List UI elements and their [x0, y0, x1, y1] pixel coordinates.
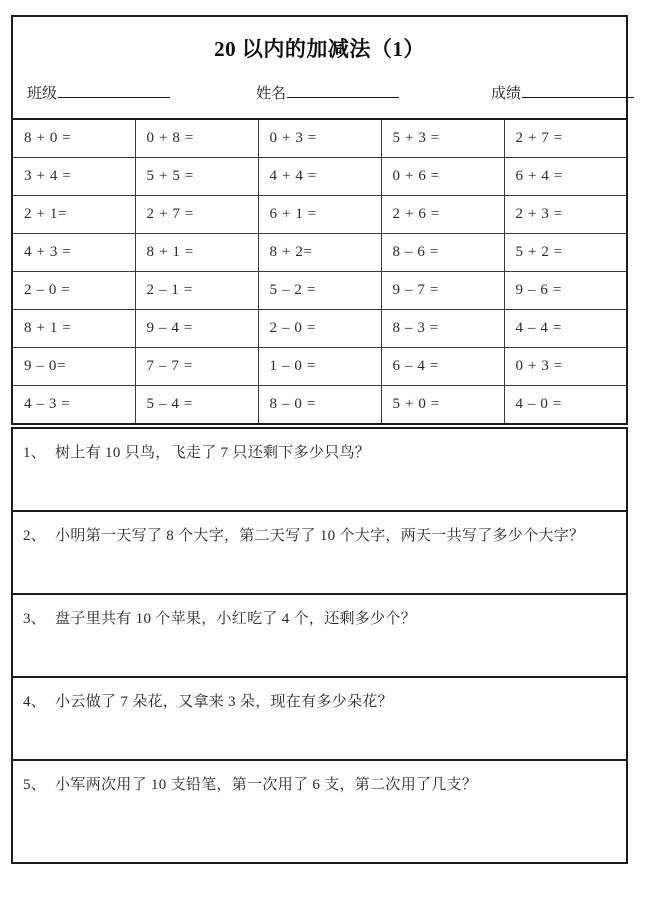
table-row — [12, 348, 627, 386]
exercise-cell[interactable]: 4 – 0 = — [504, 386, 627, 425]
exercise-cell[interactable]: 8 + 0 = — [12, 119, 135, 158]
table-row — [12, 158, 627, 196]
exercise-cell[interactable]: 0 + 3 = — [504, 348, 627, 386]
exercise-cell[interactable]: 4 – 4 = — [504, 310, 627, 348]
word-problem-text — [13, 761, 626, 797]
word-problem-box[interactable] — [11, 510, 628, 595]
score-field — [491, 82, 634, 103]
exercise-cell[interactable]: 8 + 1 = — [12, 310, 135, 348]
table-row — [12, 310, 627, 348]
exercise-cell[interactable]: 0 + 6 = — [381, 158, 504, 196]
exercise-cell[interactable]: 5 – 2 = — [258, 272, 381, 310]
exercise-cell[interactable]: 4 – 3 = — [12, 386, 135, 425]
word-problem-number: 3、 — [23, 611, 47, 627]
table-row — [12, 119, 627, 158]
exercise-cell[interactable]: 8 – 3 = — [381, 310, 504, 348]
exercise-cell[interactable]: 0 + 8 = — [135, 119, 258, 158]
exercise-cell[interactable]: 5 + 0 = — [381, 386, 504, 425]
exercise-cell[interactable]: 2 + 7 = — [504, 119, 627, 158]
word-problem-body: 小云做了 7 朵花，又拿来 3 朵，现在有多少朵花？ — [55, 694, 393, 710]
exercise-cell[interactable]: 8 – 0 = — [258, 386, 381, 425]
word-problem-body: 小军两次用了 10 支铅笔，第一次用了 6 支，第二次用了几支？ — [55, 777, 478, 793]
exercise-cell[interactable]: 9 – 4 = — [135, 310, 258, 348]
class-field-blank[interactable] — [58, 83, 170, 98]
exercise-cell[interactable]: 5 + 2 = — [504, 234, 627, 272]
exercise-cell[interactable]: 0 + 3 = — [258, 119, 381, 158]
word-problem-body: 盘子里共有 10 个苹果，小红吃了 4 个，还剩多少个？ — [55, 611, 417, 627]
word-problem-text — [13, 595, 626, 631]
word-problem-text — [13, 678, 626, 714]
word-problem-box[interactable] — [11, 759, 628, 864]
name-field-label: 姓名 — [256, 86, 287, 102]
exercise-cell[interactable]: 9 – 0= — [12, 348, 135, 386]
exercise-cell[interactable]: 8 + 2= — [258, 234, 381, 272]
exercise-cell[interactable]: 9 – 6 = — [504, 272, 627, 310]
exercise-cell[interactable]: 3 + 4 = — [12, 158, 135, 196]
word-problems-section — [11, 427, 628, 862]
exercise-cell[interactable]: 2 – 1 = — [135, 272, 258, 310]
exercise-cell[interactable]: 5 – 4 = — [135, 386, 258, 425]
word-problem-body: 小明第一天写了 8 个大字，第二天写了 10 个大字，两天一共写了多少个大字？ — [55, 528, 585, 544]
name-field — [256, 82, 399, 103]
exercise-cell[interactable]: 8 – 6 = — [381, 234, 504, 272]
word-problem-body: 树上有 10 只鸟，飞走了 7 只还剩下多少只鸟？ — [55, 445, 371, 461]
score-field-label: 成绩 — [491, 86, 522, 102]
exercise-cell[interactable]: 7 – 7 = — [135, 348, 258, 386]
arithmetic-grid — [11, 118, 628, 425]
class-field — [27, 82, 170, 103]
exercise-cell[interactable]: 1 – 0 = — [258, 348, 381, 386]
table-row — [12, 234, 627, 272]
exercise-cell[interactable]: 4 + 4 = — [258, 158, 381, 196]
exercise-cell[interactable]: 2 + 6 = — [381, 196, 504, 234]
word-problem-box[interactable] — [11, 593, 628, 678]
exercise-cell[interactable]: 8 + 1 = — [135, 234, 258, 272]
student-info-row — [13, 82, 626, 103]
score-field-blank[interactable] — [522, 83, 634, 98]
word-problem-number: 5、 — [23, 777, 47, 793]
exercise-cell[interactable]: 9 – 7 = — [381, 272, 504, 310]
exercise-cell[interactable]: 6 + 4 = — [504, 158, 627, 196]
table-row — [12, 196, 627, 234]
exercise-cell[interactable]: 2 – 0 = — [258, 310, 381, 348]
word-problem-text — [13, 512, 626, 548]
word-problem-number: 2、 — [23, 528, 47, 544]
worksheet-header — [11, 15, 628, 118]
table-row — [12, 386, 627, 425]
arithmetic-grid-body — [12, 119, 627, 424]
exercise-cell[interactable]: 2 + 3 = — [504, 196, 627, 234]
exercise-cell[interactable]: 6 – 4 = — [381, 348, 504, 386]
word-problem-box[interactable] — [11, 676, 628, 761]
exercise-cell[interactable]: 5 + 3 = — [381, 119, 504, 158]
table-row — [12, 272, 627, 310]
exercise-cell[interactable]: 6 + 1 = — [258, 196, 381, 234]
word-problem-box[interactable] — [11, 427, 628, 512]
exercise-cell[interactable]: 4 + 3 = — [12, 234, 135, 272]
exercise-cell[interactable]: 2 – 0 = — [12, 272, 135, 310]
exercise-cell[interactable]: 2 + 7 = — [135, 196, 258, 234]
exercise-cell[interactable]: 2 + 1= — [12, 196, 135, 234]
word-problem-number: 1、 — [23, 445, 47, 461]
page-title: 20 以内的加减法（1） — [214, 37, 425, 61]
word-problem-text — [13, 429, 626, 465]
word-problem-number: 4、 — [23, 694, 47, 710]
class-field-label: 班级 — [27, 86, 58, 102]
name-field-blank[interactable] — [287, 83, 399, 98]
exercise-cell[interactable]: 5 + 5 = — [135, 158, 258, 196]
